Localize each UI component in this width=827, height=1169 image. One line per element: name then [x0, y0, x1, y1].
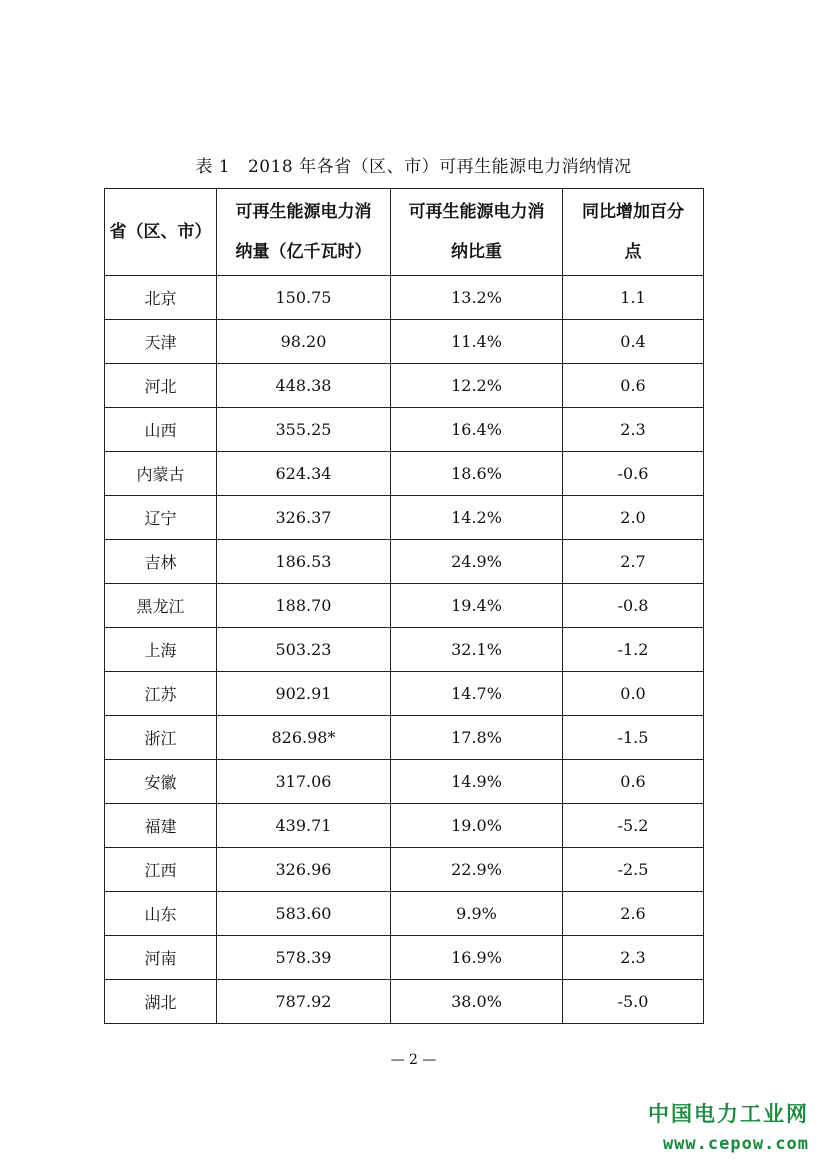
cell-change: -0.6 [563, 452, 704, 496]
header-line: 省（区、市） [109, 222, 212, 242]
table-body [105, 276, 704, 1024]
table-row [105, 892, 704, 936]
cell-share: 12.2% [391, 364, 563, 408]
table-row [105, 980, 704, 1024]
cell-share: 14.9% [391, 760, 563, 804]
cell-share: 19.0% [391, 804, 563, 848]
cell-consumption: 826.98* [217, 716, 391, 760]
cell-change: 2.0 [563, 496, 704, 540]
cell-share: 22.9% [391, 848, 563, 892]
table-row [105, 408, 704, 452]
table-row [105, 276, 704, 320]
cell-share: 14.7% [391, 672, 563, 716]
cell-province: 天津 [105, 320, 217, 364]
cell-change: -1.5 [563, 716, 704, 760]
table-row [105, 540, 704, 584]
table-row [105, 936, 704, 980]
cell-province: 江苏 [105, 672, 217, 716]
cell-change: 2.7 [563, 540, 704, 584]
cell-province: 上海 [105, 628, 217, 672]
cell-consumption: 355.25 [217, 408, 391, 452]
cell-change: 0.4 [563, 320, 704, 364]
cell-share: 9.9% [391, 892, 563, 936]
watermark-url: www.cepow.com [662, 1134, 809, 1154]
cell-consumption: 317.06 [217, 760, 391, 804]
cell-share: 16.4% [391, 408, 563, 452]
cell-province: 北京 [105, 276, 217, 320]
cell-consumption: 448.38 [217, 364, 391, 408]
page-number: — 2 — [390, 1052, 437, 1068]
cell-change: -0.8 [563, 584, 704, 628]
cell-share: 24.9% [391, 540, 563, 584]
table-row [105, 804, 704, 848]
cell-consumption: 902.91 [217, 672, 391, 716]
header-line: 纳比重 [451, 242, 502, 262]
cell-province: 河北 [105, 364, 217, 408]
cell-share: 18.6% [391, 452, 563, 496]
cell-province: 江西 [105, 848, 217, 892]
header-line: 同比增加百分 [582, 202, 684, 222]
cell-change: 0.6 [563, 760, 704, 804]
cell-consumption: 98.20 [217, 320, 391, 364]
cell-share: 32.1% [391, 628, 563, 672]
cell-share: 13.2% [391, 276, 563, 320]
cell-change: 1.1 [563, 276, 704, 320]
cell-change: 0.6 [563, 364, 704, 408]
cell-province: 内蒙古 [105, 452, 217, 496]
table-caption [0, 152, 827, 177]
table-row [105, 496, 704, 540]
table-row [105, 364, 704, 408]
header-consumption [217, 189, 391, 276]
header-change [563, 189, 704, 276]
cell-consumption: 787.92 [217, 980, 391, 1024]
header-share [391, 189, 563, 276]
cell-consumption: 188.70 [217, 584, 391, 628]
cell-consumption: 439.71 [217, 804, 391, 848]
header-line: 可再生能源电力消 [235, 202, 372, 222]
cell-province: 山西 [105, 408, 217, 452]
table-row [105, 320, 704, 364]
header-line: 点 [624, 242, 642, 262]
header-line: 纳量（亿千瓦时） [235, 242, 372, 262]
cell-consumption: 186.53 [217, 540, 391, 584]
cell-consumption: 150.75 [217, 276, 391, 320]
cell-change: 0.0 [563, 672, 704, 716]
cell-consumption: 624.34 [217, 452, 391, 496]
cell-share: 17.8% [391, 716, 563, 760]
cell-province: 山东 [105, 892, 217, 936]
table-row [105, 452, 704, 496]
table-row [105, 628, 704, 672]
cell-change: -1.2 [563, 628, 704, 672]
table-title: 2018 年各省（区、市）可再生能源电力消纳情况 [247, 157, 632, 177]
cell-consumption: 583.60 [217, 892, 391, 936]
table-row [105, 584, 704, 628]
cell-share: 14.2% [391, 496, 563, 540]
cell-change: 2.3 [563, 936, 704, 980]
table-number: 表 1 [195, 157, 231, 177]
cell-province: 吉林 [105, 540, 217, 584]
table-row [105, 848, 704, 892]
cell-change: -5.0 [563, 980, 704, 1024]
cell-change: -5.2 [563, 804, 704, 848]
cell-share: 16.9% [391, 936, 563, 980]
header-line: 可再生能源电力消 [408, 202, 545, 222]
data-table [104, 188, 704, 1024]
cell-change: -2.5 [563, 848, 704, 892]
cell-province: 浙江 [105, 716, 217, 760]
header-province [105, 189, 217, 276]
cell-consumption: 326.37 [217, 496, 391, 540]
table-row [105, 760, 704, 804]
cell-province: 福建 [105, 804, 217, 848]
cell-province: 湖北 [105, 980, 217, 1024]
watermark [648, 1098, 809, 1154]
header-row [105, 189, 704, 276]
cell-share: 11.4% [391, 320, 563, 364]
cell-consumption: 578.39 [217, 936, 391, 980]
cell-province: 河南 [105, 936, 217, 980]
cell-province: 安徽 [105, 760, 217, 804]
table-row [105, 716, 704, 760]
table-row [105, 672, 704, 716]
cell-province: 黑龙江 [105, 584, 217, 628]
cell-change: 2.6 [563, 892, 704, 936]
cell-consumption: 326.96 [217, 848, 391, 892]
cell-province: 辽宁 [105, 496, 217, 540]
cell-share: 19.4% [391, 584, 563, 628]
cell-share: 38.0% [391, 980, 563, 1024]
cell-consumption: 503.23 [217, 628, 391, 672]
watermark-title: 中国电力工业网 [648, 1102, 809, 1126]
cell-change: 2.3 [563, 408, 704, 452]
